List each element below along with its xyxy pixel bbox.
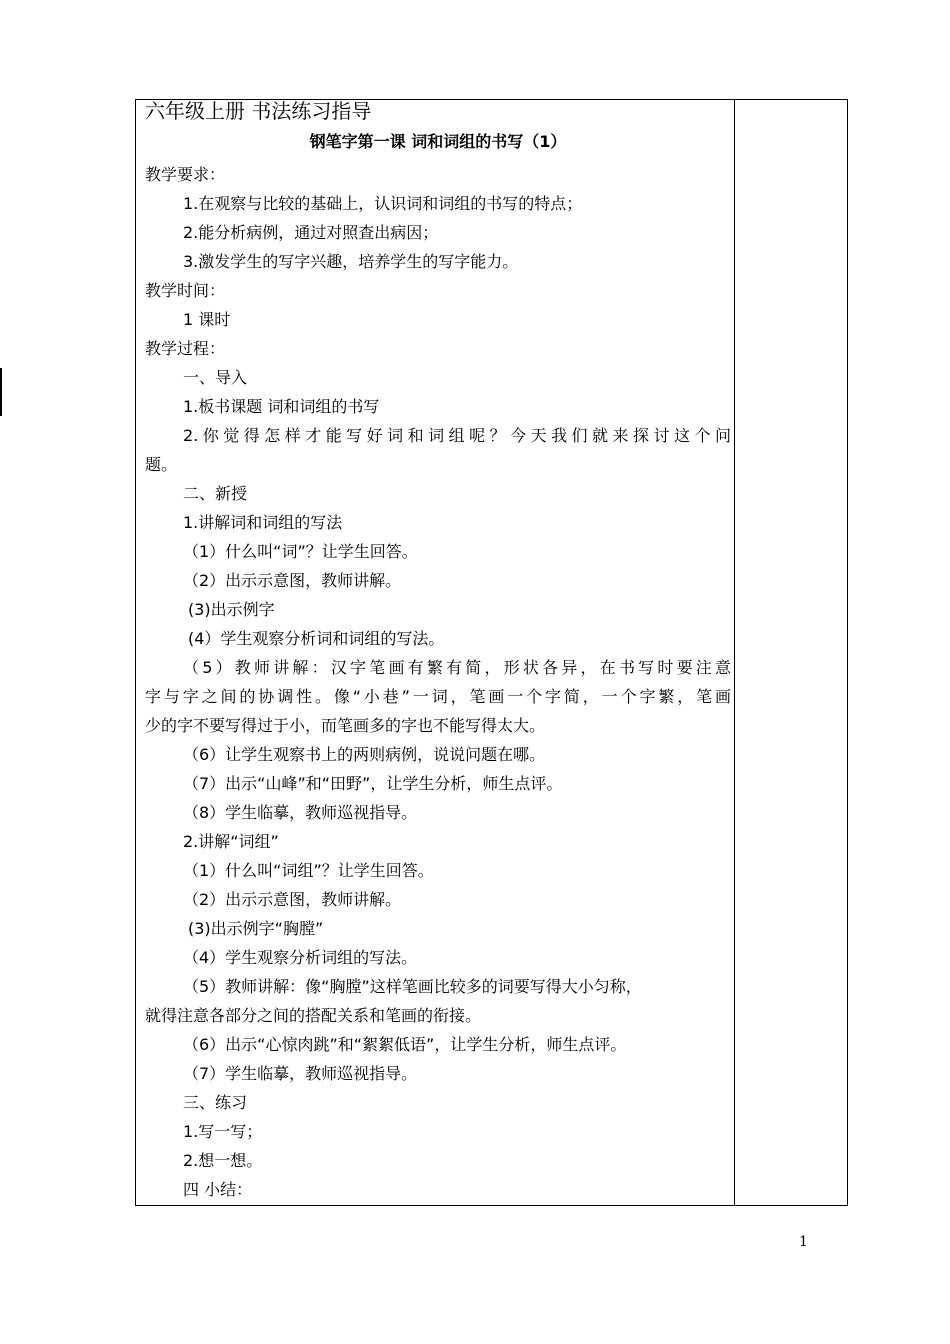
text-line: 三、练习 [183,1093,248,1112]
text-line: 题。 [145,455,178,474]
column-divider [734,100,735,1205]
text-line: 四 小结： [183,1180,253,1199]
text-line: 2.你觉得怎样才能写好词和词组呢？今天我们就来探讨这个问 [183,426,731,445]
text-line: 1.在观察与比较的基础上，认识词和词组的书写的特点； [183,194,583,213]
text-line: 一、导入 [183,368,248,387]
text-line: 教学过程： [145,339,226,358]
text-line: （1）什么叫“词组”？让学生回答。 [183,861,434,880]
text-line: 二、新授 [183,484,248,503]
lesson-content [145,100,731,1204]
lesson-title: 钢笔字第一课 词和词组的书写（1） [309,132,567,151]
text-line: （6）出示“心惊肉跳”和“絮絮低语”，让学生分析，师生点评。 [183,1035,627,1054]
lesson-lines [145,160,731,1204]
text-line: （6）让学生观察书上的两则病例，说说问题在哪。 [183,745,546,764]
text-line: 1.讲解词和词组的写法 [183,513,343,532]
margin-mark [0,368,2,416]
text-line: （2）出示示意图，教师讲解。 [183,890,402,909]
text-line: 1.写一写； [183,1122,263,1141]
text-line: 1.板书课题 词和词组的书写 [183,397,380,416]
text-line: 2.想一想。 [183,1151,263,1170]
text-line: (3)出示例字“胸膛” [188,919,324,938]
text-line: 少的字不要写得过于小，而笔画多的字也不能写得太大。 [145,716,546,735]
text-line: （8）学生临摹，教师巡视指导。 [183,803,418,822]
text-line: (3)出示例字 [188,600,275,619]
text-line: 1 课时 [183,310,231,329]
text-line: （4）学生观察分析词组的写法。 [183,948,418,967]
lesson-table [135,99,848,1206]
text-line: 2.能分析病例，通过对照查出病因； [183,223,439,242]
header-title: 六年级上册 书法练习指导 [145,99,372,123]
text-line: (4）学生观察分析词和词组的写法。 [188,629,445,648]
text-line: 字与字之间的协调性。像“小巷”一词，笔画一个字简，一个字繁，笔画 [145,687,731,706]
text-line: （2）出示示意图，教师讲解。 [183,571,402,590]
text-line: 教学要求： [145,165,226,184]
text-line: 教学时间： [145,281,226,300]
text-line: 3.激发学生的写字兴趣，培养学生的写字能力。 [183,252,519,271]
text-line: （7）出示“山峰”和“田野”，让学生分析，师生点评。 [183,774,563,793]
text-line: （1）什么叫“词”？让学生回答。 [183,542,418,561]
page-number: 1 [799,1234,808,1250]
text-line: （7）学生临摹，教师巡视指导。 [183,1064,418,1083]
text-line: （5）教师讲解：像“胸膛”这样笔画比较多的词要写得大小匀称， [183,977,642,996]
text-line: 2.讲解“词组” [183,832,279,851]
text-line: 就得注意各部分之间的搭配关系和笔画的衔接。 [145,1006,482,1025]
text-line: （5）教师讲解：汉字笔画有繁有简，形状各异，在书写时要注意 [183,658,731,677]
